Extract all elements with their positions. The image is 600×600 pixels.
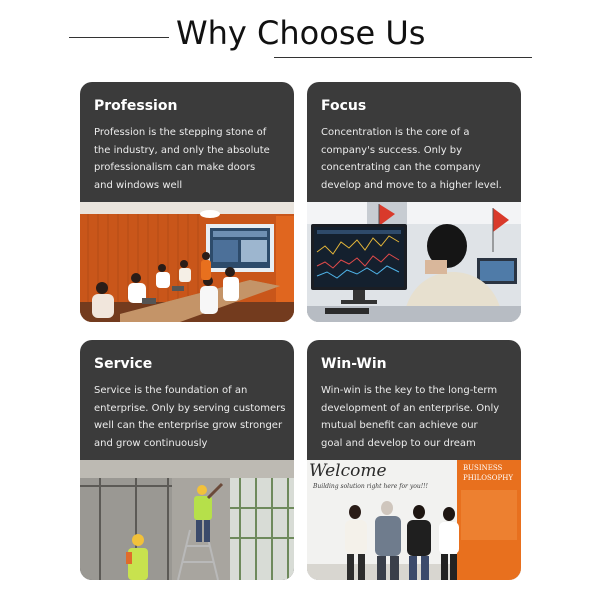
card-description-line: Concentration is the core of a — [321, 127, 470, 138]
card-description — [94, 124, 290, 194]
card-description-line: Profession is the stepping stone of — [94, 127, 267, 138]
card-description-line: Service is the foundation of an — [94, 385, 248, 396]
meeting-room-image — [80, 202, 294, 322]
card-description-line: goal and develop to our dream — [321, 437, 476, 449]
card-description-line: the industry, and only the absolute — [94, 144, 270, 156]
header-rule-left — [69, 37, 169, 38]
welcome-tagline-text: Building solution right here for you!!! — [313, 483, 428, 490]
card-service — [80, 340, 294, 580]
card-profession — [80, 82, 294, 322]
card-description-line: and windows well — [94, 179, 183, 191]
card-description-line: concentrating can the company — [321, 162, 481, 173]
header-rule-right — [274, 57, 532, 58]
card-description-line: enterprise. Only by serving customers — [94, 402, 286, 414]
card-title: Profession — [94, 98, 178, 114]
card-win-win — [307, 340, 521, 580]
card-title: Focus — [321, 98, 367, 114]
section-header — [0, 0, 600, 64]
card-description-line: development of an enterprise. Only — [321, 402, 500, 414]
construction-site-image — [80, 460, 294, 580]
card-description-line: Win-win is the key to the long-term — [321, 385, 498, 396]
card-title: Win-Win — [321, 356, 387, 372]
card-description-line: mutual benefit can achieve our — [321, 420, 478, 431]
office-workstation-image — [307, 202, 521, 322]
welcome-wall-text: Welcome — [309, 461, 387, 481]
board-title-line-2: PHILOSOPHY — [463, 474, 513, 482]
card-description-line: and grow continuously — [94, 437, 208, 449]
card-description — [94, 382, 290, 452]
card-title: Service — [94, 356, 153, 372]
card-description-line: company's success. Only by — [321, 144, 463, 156]
team-welcome-image — [307, 460, 521, 580]
team-welcome-photo — [307, 460, 521, 580]
section-title: Why Choose Us — [176, 14, 426, 52]
board-title-line-1: BUSINESS — [463, 464, 503, 472]
meeting-room-photo — [80, 202, 294, 322]
card-description-line: develop and move to a higher level. — [321, 179, 502, 191]
card-focus — [307, 82, 521, 322]
office-workstation-photo — [307, 202, 521, 322]
construction-site-photo — [80, 460, 294, 580]
card-description — [321, 124, 517, 194]
card-description — [321, 382, 517, 452]
card-description-line: professionalism can make doors — [94, 162, 256, 173]
card-description-line: well can the enterprise grow stronger — [94, 420, 283, 431]
